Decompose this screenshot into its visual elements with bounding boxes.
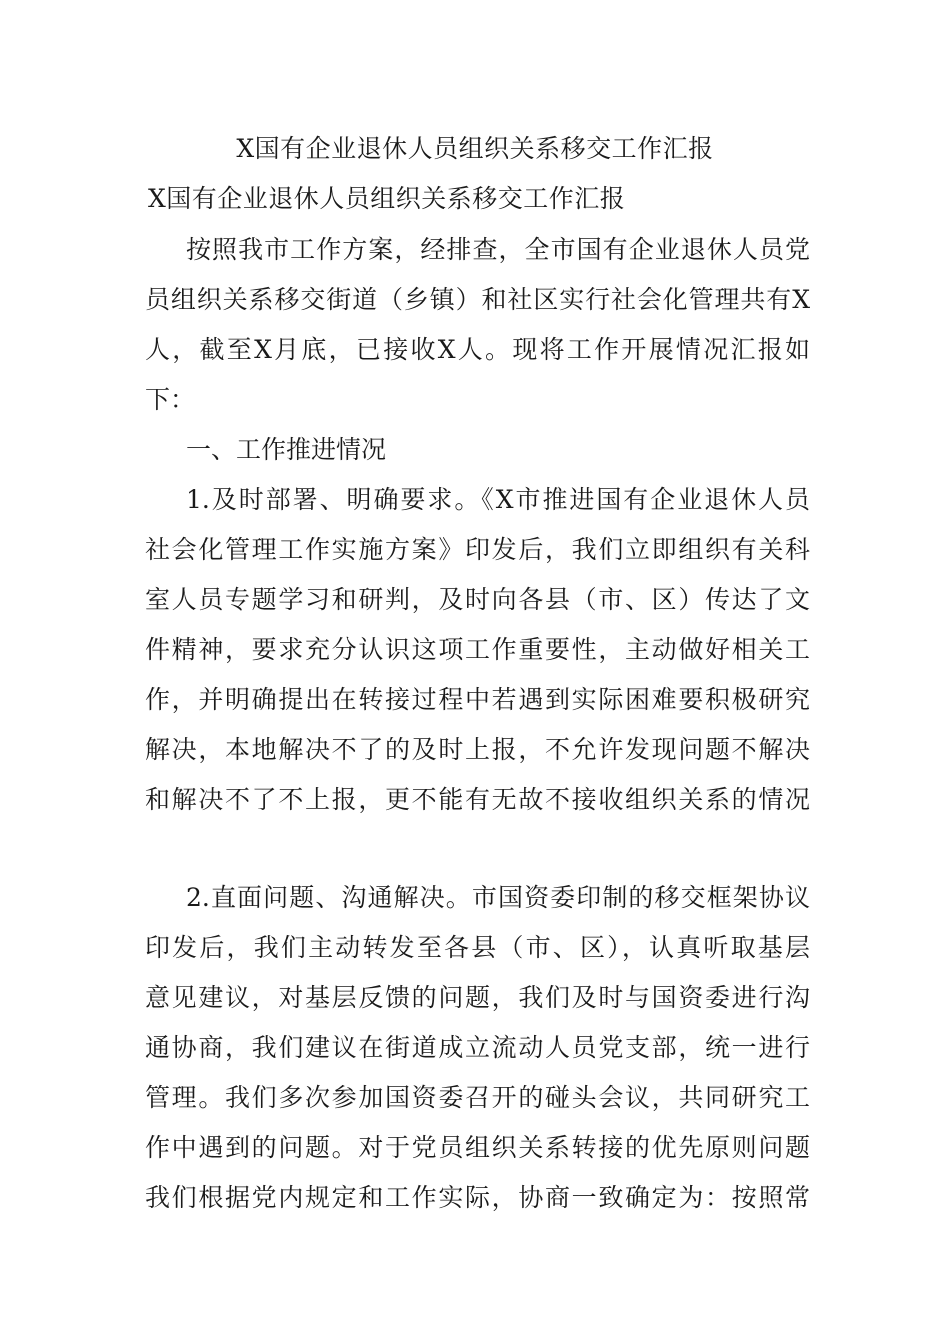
item2-line: 印发后，我们主动转发至各县（市、区），认真听取基层 bbox=[145, 933, 810, 962]
intro-line: 下： bbox=[145, 385, 196, 414]
item1-line: 件精神，要求充分认识这项工作重要性，主动做好相关工 bbox=[145, 635, 810, 664]
item1-line: 社会化管理工作实施方案》印发后，我们立即组织有关科 bbox=[145, 535, 810, 564]
intro-line: 按照我市工作方案，经排查，全市国有企业退休人员党 bbox=[186, 235, 810, 264]
item1-line: 和解决不了不上报，更不能有无故不接收组织关系的情况 bbox=[145, 785, 810, 814]
item1-line: 解决，本地解决不了的及时上报，不允许发现问题不解决 bbox=[145, 735, 810, 764]
intro-line: 人，截至X月底，已接收X人。现将工作开展情况汇报如 bbox=[145, 335, 810, 364]
intro-line: 员组织关系移交街道（乡镇）和社区实行社会化管理共有X bbox=[145, 285, 810, 314]
item2-line: 意见建议，对基层反馈的问题，我们及时与国资委进行沟 bbox=[145, 983, 810, 1012]
item1-line: 室人员专题学习和研判，及时向各县（市、区）传达了文 bbox=[145, 585, 810, 614]
section-heading: 一、工作推进情况 bbox=[186, 435, 387, 464]
item2-line: 作中遇到的问题。对于党员组织关系转接的优先原则问题 bbox=[145, 1133, 810, 1162]
item2-line: 管理。我们多次参加国资委召开的碰头会议，共同研究工 bbox=[145, 1083, 810, 1112]
item2-line: 通协商，我们建议在街道成立流动人员党支部，统一进行 bbox=[145, 1033, 810, 1062]
item2-line: 2.直面问题、沟通解决。市国资委印制的移交框架协议 bbox=[186, 883, 810, 912]
document-subtitle: X国有企业退休人员组织关系移交工作汇报 bbox=[148, 184, 626, 213]
item1-line: 1.及时部署、明确要求。《X市推进国有企业退休人员 bbox=[186, 485, 810, 514]
item1-line: 作，并明确提出在转接过程中若遇到实际困难要积极研究 bbox=[145, 685, 810, 714]
item2-line: 我们根据党内规定和工作实际，协商一致确定为：按照常 bbox=[145, 1183, 810, 1212]
document-title: X国有企业退休人员组织关系移交工作汇报 bbox=[236, 134, 714, 163]
